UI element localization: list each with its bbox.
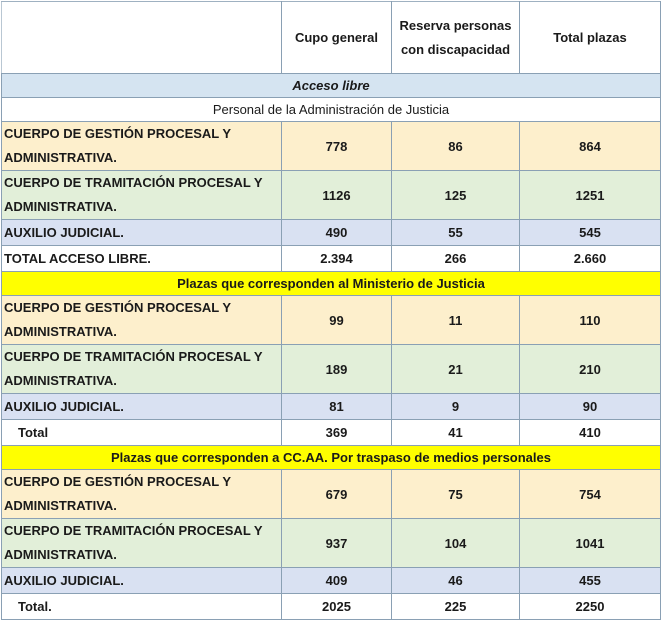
- row-name: [2, 122, 282, 171]
- cell-reserva: 11: [392, 296, 520, 345]
- cell-total: 1251: [520, 171, 661, 220]
- section-title: Plazas que corresponden al Ministerio de Justicia: [2, 272, 661, 296]
- row-name-line1: CUERPO DE GESTIÓN PROCESAL Y: [4, 474, 232, 489]
- total-reserva: 41: [392, 420, 520, 446]
- total-label: TOTAL ACCESO LIBRE.: [2, 246, 282, 272]
- total-row: [2, 246, 661, 272]
- cell-cupo: 99: [282, 296, 392, 345]
- total-reserva: 225: [392, 594, 520, 620]
- row-name-line2: ADMINISTRATIVA.: [4, 373, 117, 388]
- row-name-line1: CUERPO DE GESTIÓN PROCESAL Y: [4, 300, 232, 315]
- cell-reserva: 75: [392, 470, 520, 519]
- total-cupo: 369: [282, 420, 392, 446]
- cell-total: 210: [520, 345, 661, 394]
- cell-cupo: 679: [282, 470, 392, 519]
- cell-cupo: 778: [282, 122, 392, 171]
- header-cupo-general: Cupo general: [282, 2, 392, 74]
- row-name: AUXILIO JUDICIAL.: [2, 220, 282, 246]
- cell-cupo: 81: [282, 394, 392, 420]
- table-row: [2, 122, 661, 171]
- total-total: 410: [520, 420, 661, 446]
- cell-total: 754: [520, 470, 661, 519]
- cell-total: 90: [520, 394, 661, 420]
- header-reserva-line2: con discapacidad: [400, 41, 511, 57]
- cell-reserva: 9: [392, 394, 520, 420]
- header-reserva-line1: Reserva personas: [399, 17, 512, 33]
- table-row: [2, 171, 661, 220]
- cell-cupo: 937: [282, 519, 392, 568]
- cell-reserva: 21: [392, 345, 520, 394]
- total-total: 2250: [520, 594, 661, 620]
- total-label: Total: [2, 420, 282, 446]
- row-name-line2: ADMINISTRATIVA.: [4, 324, 117, 339]
- cell-total: 455: [520, 568, 661, 594]
- row-name: [2, 519, 282, 568]
- table-row: [2, 470, 661, 519]
- cell-reserva: 125: [392, 171, 520, 220]
- row-name: AUXILIO JUDICIAL.: [2, 394, 282, 420]
- total-reserva: 266: [392, 246, 520, 272]
- row-name: AUXILIO JUDICIAL.: [2, 568, 282, 594]
- cell-total: 110: [520, 296, 661, 345]
- cell-cupo: 490: [282, 220, 392, 246]
- row-name-line1: CUERPO DE GESTIÓN PROCESAL Y: [4, 126, 232, 141]
- row-name-line2: ADMINISTRATIVA.: [4, 547, 117, 562]
- row-name: [2, 470, 282, 519]
- section-ministerio: [2, 272, 661, 296]
- row-name-line2: ADMINISTRATIVA.: [4, 199, 117, 214]
- row-name: [2, 171, 282, 220]
- cell-reserva: 46: [392, 568, 520, 594]
- section-subtitle-row: [2, 98, 661, 122]
- row-name: [2, 296, 282, 345]
- table-row: [2, 220, 661, 246]
- cell-reserva: 86: [392, 122, 520, 171]
- row-name-line1: CUERPO DE TRAMITACIÓN PROCESAL Y: [4, 523, 263, 538]
- header-row: [2, 2, 661, 74]
- total-row: [2, 594, 661, 620]
- row-name-line1: CUERPO DE TRAMITACIÓN PROCESAL Y: [4, 349, 263, 364]
- cell-total: 864: [520, 122, 661, 171]
- cell-total: 545: [520, 220, 661, 246]
- plazas-table: [1, 1, 661, 620]
- section-title: Plazas que corresponden a CC.AA. Por traspaso de medios personales: [2, 446, 661, 470]
- table-row: [2, 568, 661, 594]
- section-title: Acceso libre: [2, 74, 661, 98]
- row-name-line2: ADMINISTRATIVA.: [4, 498, 117, 513]
- table-row: [2, 394, 661, 420]
- table-row: [2, 296, 661, 345]
- row-name: [2, 345, 282, 394]
- row-name-line1: CUERPO DE TRAMITACIÓN PROCESAL Y: [4, 175, 263, 190]
- table-row: [2, 519, 661, 568]
- section-subtitle: Personal de la Administración de Justicia: [2, 98, 661, 122]
- row-name-line2: ADMINISTRATIVA.: [4, 150, 117, 165]
- table-row: [2, 345, 661, 394]
- cell-cupo: 1126: [282, 171, 392, 220]
- total-row: [2, 420, 661, 446]
- cell-reserva: 55: [392, 220, 520, 246]
- cell-cupo: 409: [282, 568, 392, 594]
- total-label: Total.: [2, 594, 282, 620]
- header-empty-cell: [2, 2, 282, 74]
- cell-reserva: 104: [392, 519, 520, 568]
- header-total-plazas: Total plazas: [520, 2, 661, 74]
- cell-cupo: 189: [282, 345, 392, 394]
- cell-total: 1041: [520, 519, 661, 568]
- total-cupo: 2025: [282, 594, 392, 620]
- section-ccaa: [2, 446, 661, 470]
- total-cupo: 2.394: [282, 246, 392, 272]
- header-reserva: [392, 2, 520, 74]
- total-total: 2.660: [520, 246, 661, 272]
- section-acceso-libre: [2, 74, 661, 98]
